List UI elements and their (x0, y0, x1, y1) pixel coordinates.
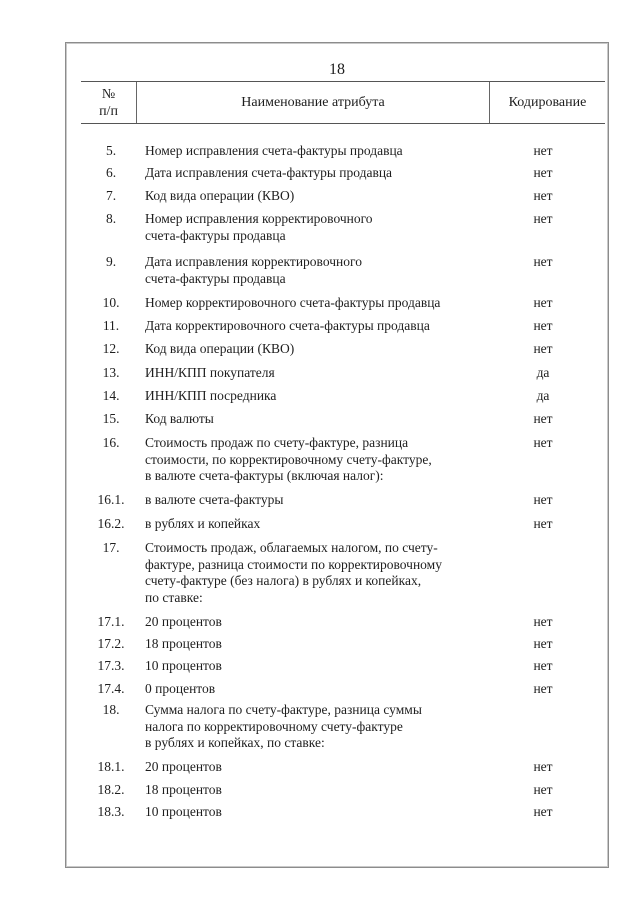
coding-value: нет (533, 681, 553, 696)
row-number: 8. (105, 211, 117, 226)
attribute-name: ИНН/КПП посредника (145, 388, 277, 403)
coding-value: нет (533, 318, 553, 333)
row-number: 5. (105, 143, 117, 158)
header-attribute-name: Наименование атрибута (241, 95, 385, 110)
row-number: 16. (102, 435, 120, 450)
row-number: 18.1. (97, 759, 125, 774)
coding-value: нет (533, 254, 553, 269)
row-number: 17.2. (97, 636, 125, 651)
attribute-name: 10 процентов (145, 658, 222, 673)
row-number: 18.3. (97, 804, 125, 819)
attribute-name: Дата исправления счета-фактуры продавца (145, 165, 393, 180)
attribute-name: в рублях и копейках (145, 516, 261, 531)
attribute-name: Код валюты (145, 411, 214, 426)
coding-value: нет (533, 435, 553, 450)
attribute-name: Номер корректировочного счета-фактуры продавца (145, 295, 441, 310)
row-number: 9. (105, 254, 117, 269)
row-number: 10. (102, 295, 120, 310)
row-number: 17.4. (97, 681, 125, 696)
coding-value: нет (533, 658, 553, 673)
row-number: 16.2. (97, 516, 125, 531)
row-number: 18. (102, 702, 120, 717)
attribute-name: 18 процентов (145, 782, 222, 797)
page-number: 18 (329, 61, 345, 78)
coding-value: нет (533, 211, 553, 226)
row-number: 11. (102, 318, 120, 333)
coding-value: нет (533, 516, 553, 531)
attribute-name: 18 процентов (145, 636, 222, 651)
attribute-name: в валюте счета-фактуры (145, 492, 284, 507)
document-page (65, 42, 609, 868)
attribute-name: 0 процентов (145, 681, 216, 696)
coding-value: нет (533, 492, 553, 507)
attribute-name: Сумма налога по счету-фактуре, разница суммы налога по корректировочному счету-фактуре в рублях и копейках, по ставке: (145, 702, 422, 750)
attribute-name: Дата исправления корректировочного счета-фактуры продавца (145, 254, 362, 286)
coding-value: нет (533, 143, 553, 158)
coding-value: нет (533, 295, 553, 310)
attribute-name: Стоимость продаж по счету-фактуре, разница стоимости, по корректировочному счету-фактуре, в валюте счета-фактуры (включая налог): (145, 435, 432, 483)
coding-value: нет (533, 782, 553, 797)
coding-value: нет (533, 411, 553, 426)
row-number: 14. (102, 388, 120, 403)
row-number: 18.2. (97, 782, 125, 797)
coding-value: нет (533, 614, 553, 629)
attribute-name: Дата корректировочного счета-фактуры продавца (145, 318, 430, 333)
coding-value: нет (533, 804, 553, 819)
row-number: 16.1. (97, 492, 125, 507)
attribute-name: Стоимость продаж, облагаемых налогом, по счету- фактуре, разница стоимости по корректировочному счету-фактуре (без налога) в рублях и копейках, по ставке: (145, 540, 442, 605)
table-header (81, 81, 605, 124)
attribute-name: Номер исправления счета-фактуры продавца (145, 143, 403, 158)
attribute-name: Код вида операции (КВО) (145, 188, 295, 203)
coding-value: нет (533, 341, 553, 356)
coding-value: да (536, 388, 550, 403)
row-number: 12. (102, 341, 120, 356)
attribute-name: 20 процентов (145, 614, 222, 629)
coding-value: нет (533, 759, 553, 774)
coding-value: нет (533, 188, 553, 203)
row-number: 13. (102, 365, 120, 380)
row-number: 17.1. (97, 614, 125, 629)
header-coding: Кодирование (508, 95, 587, 110)
row-number: 6. (105, 165, 117, 180)
coding-value: да (536, 365, 550, 380)
coding-value: нет (533, 165, 553, 180)
coding-value: нет (533, 636, 553, 651)
row-number: 17. (102, 540, 120, 555)
header-number: № п/п (99, 87, 118, 119)
attribute-name: 20 процентов (145, 759, 222, 774)
attribute-name: Код вида операции (КВО) (145, 341, 295, 356)
row-number: 7. (105, 188, 117, 203)
row-number: 15. (102, 411, 120, 426)
attribute-name: ИНН/КПП покупателя (145, 365, 275, 380)
attribute-name: 10 процентов (145, 804, 222, 819)
attribute-name: Номер исправления корректировочного счета-фактуры продавца (145, 211, 373, 243)
row-number: 17.3. (97, 658, 125, 673)
